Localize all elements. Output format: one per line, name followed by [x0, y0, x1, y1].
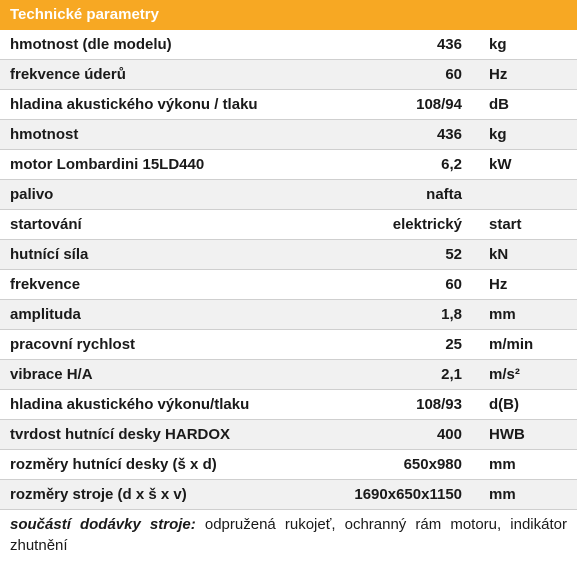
row-label: startování	[10, 216, 82, 233]
row-unit: m/min	[489, 336, 534, 353]
row-unit: kg	[489, 36, 507, 53]
row-unit: d(B)	[489, 396, 519, 413]
table-row	[0, 120, 577, 150]
row-value: 52	[445, 246, 462, 263]
row-value: 436	[436, 36, 462, 53]
table-row	[0, 270, 577, 300]
row-value: 25	[445, 336, 462, 353]
row-label: hladina akustického výkonu/tlaku	[10, 396, 250, 413]
table-row	[0, 210, 577, 240]
row-unit: mm	[489, 486, 516, 503]
delivery-note-text: odpružená rukojeť, ochranný rám motoru, indikátor zhutnění	[10, 516, 567, 554]
table-row	[0, 360, 577, 390]
row-value: elektrický	[392, 216, 462, 233]
row-label: vibrace H/A	[10, 366, 93, 383]
row-value: 400	[436, 426, 462, 443]
row-label: amplituda	[10, 306, 81, 323]
row-value: 60	[445, 66, 462, 83]
delivery-note-lead: součástí dodávky stroje:	[10, 516, 196, 533]
row-label: motor Lombardini 15LD440	[10, 156, 205, 173]
row-label: hutnící síla	[10, 246, 89, 263]
table-header	[0, 0, 577, 30]
delivery-note	[0, 510, 577, 556]
row-value: 436	[436, 126, 462, 143]
row-label: frekvence úderů	[10, 66, 126, 83]
row-value: 108/94	[416, 96, 462, 113]
row-label: frekvence	[10, 276, 81, 293]
row-unit: kN	[489, 246, 509, 263]
row-label: rozměry hutnící desky (š x d)	[10, 456, 217, 473]
table-row	[0, 30, 577, 60]
row-value: 650x980	[403, 456, 462, 473]
table-row	[0, 180, 577, 210]
row-label: rozměry stroje (d x š x v)	[10, 486, 187, 503]
row-value: 6,2	[441, 156, 462, 173]
row-label: hladina akustického výkonu / tlaku	[10, 96, 258, 113]
table-row	[0, 330, 577, 360]
row-value: nafta	[426, 186, 462, 203]
row-unit: mm	[489, 306, 516, 323]
row-unit: Hz	[489, 66, 508, 83]
row-label: pracovní rychlost	[10, 336, 136, 353]
table-row	[0, 450, 577, 480]
row-value: 1,8	[441, 306, 462, 323]
row-value: 108/93	[416, 396, 462, 413]
row-unit: HWB	[489, 426, 525, 443]
table-row	[0, 150, 577, 180]
table-row	[0, 90, 577, 120]
row-value: 60	[445, 276, 462, 293]
table-row	[0, 240, 577, 270]
table-row	[0, 390, 577, 420]
table-row	[0, 420, 577, 450]
row-unit: mm	[489, 456, 516, 473]
row-unit: kg	[489, 126, 507, 143]
table-body	[0, 30, 577, 510]
row-unit: dB	[489, 96, 509, 113]
row-unit: m/s²	[489, 366, 520, 383]
table-row	[0, 60, 577, 90]
table-row	[0, 480, 577, 510]
row-label: hmotnost (dle modelu)	[10, 36, 172, 53]
row-value: 1690x650x1150	[354, 486, 462, 503]
row-unit: Hz	[489, 276, 508, 293]
row-label: palivo	[10, 186, 54, 203]
table-title: Technické parametry	[10, 6, 159, 23]
row-label: hmotnost	[10, 126, 79, 143]
table-row	[0, 300, 577, 330]
row-unit: start	[489, 216, 522, 233]
row-label: tvrdost hutnící desky HARDOX	[10, 426, 231, 443]
row-unit: kW	[489, 156, 512, 173]
row-value: 2,1	[441, 366, 462, 383]
